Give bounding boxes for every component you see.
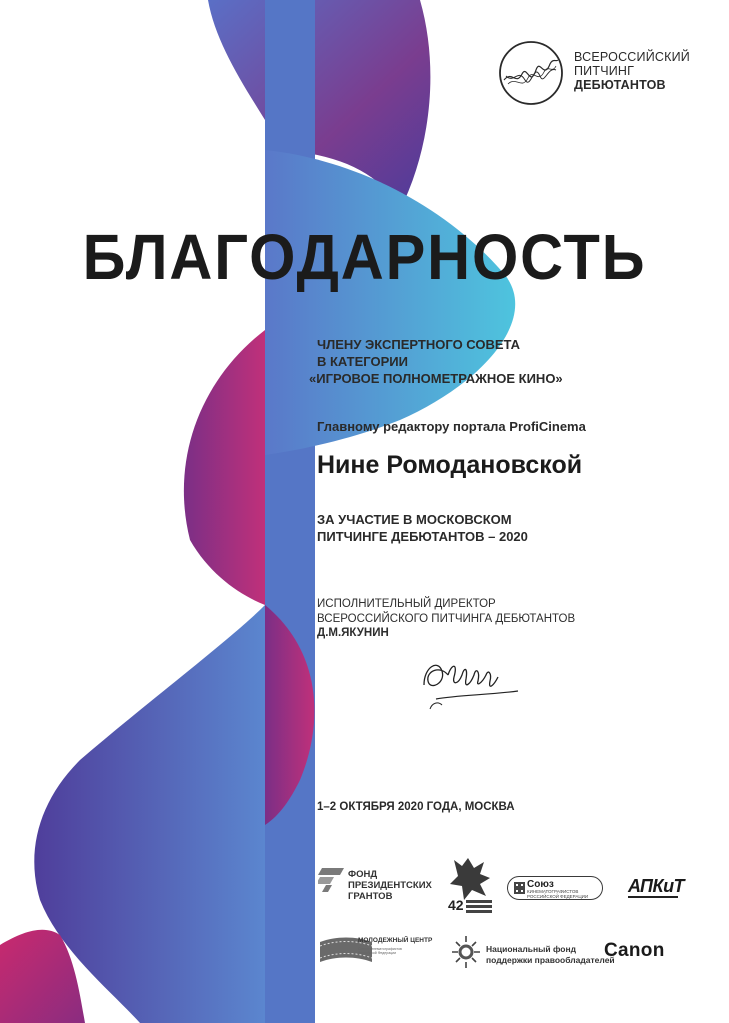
recipient-name: Нине Ромодановской: [317, 451, 583, 479]
pitching-logo: [498, 40, 688, 110]
date-place: 1–2 ОКТЯБРЯ 2020 ГОДА, МОСКВА: [317, 801, 515, 813]
signatory-block: [317, 597, 575, 641]
youth-center-line-2: Российской Федерации: [358, 951, 397, 955]
recipient-position: Главному редактору портала ProfiCinema: [317, 419, 586, 434]
signatory-line-2: ВСЕРОССИЙСКОГО ПИТЧИНГА ДЕБЮТАНТОВ: [317, 612, 576, 625]
grants-line-1: ФОНД: [348, 869, 378, 880]
youth-center-line-1: Союза кинематографистов: [358, 947, 402, 951]
role-line-2: В КАТЕГОРИИ: [317, 354, 408, 369]
partner-canon: [604, 940, 665, 962]
signature: [418, 645, 528, 715]
reason-line-2: ПИТЧИНГЕ ДЕБЮТАНТОВ – 2020: [317, 529, 528, 544]
canon-logo: Canon: [604, 940, 665, 961]
reason: [317, 511, 528, 545]
soyuz-title: Союз: [527, 879, 554, 890]
film-union-icon: [514, 882, 525, 894]
partner-apkit: [628, 876, 685, 906]
logo-line-2: ПИТЧИНГ: [574, 64, 635, 78]
grants-fund-icon: [318, 868, 344, 892]
partner-youth-center: [318, 934, 433, 974]
partner-soyuz: [507, 876, 605, 902]
role-line-3: «ИГРОВОЕ ПОЛНОМЕТРАЖНОЕ КИНО»: [309, 371, 563, 386]
logo-line-3: ДЕБЮТАНТОВ: [574, 78, 666, 92]
soyuz-line-2: РОССИЙСКОЙ ФЕДЕРАЦИИ: [527, 894, 589, 899]
national-fund-line-1: Национальный фонд: [486, 944, 577, 954]
national-fund-icon: [450, 934, 482, 970]
soyuz-line-1: КИНЕМАТОГРАФИСТОВ: [527, 889, 579, 894]
partner-national-fund: [450, 934, 615, 974]
signatory-line-1: ИСПОЛНИТЕЛЬНЫЙ ДИРЕКТОР: [317, 598, 496, 610]
grants-line-2: ПРЕЗИДЕНТСКИХ: [348, 880, 432, 891]
moscow-festival-icon: [446, 856, 494, 918]
reason-line-1: ЗА УЧАСТИЕ В МОСКОВСКОМ: [317, 512, 512, 527]
partner-moscow-festival: [446, 856, 494, 918]
role-line-1: ЧЛЕНУ ЭКСПЕРТНОГО СОВЕТА: [317, 337, 521, 352]
apkit-logo: АПКиТ: [628, 876, 685, 896]
recipient-role: [309, 336, 563, 387]
logo-text: [574, 50, 690, 92]
logo-wave-icon: [498, 40, 564, 106]
national-fund-line-2: поддержки правообладателей: [486, 955, 615, 965]
youth-center-title: МОЛОДЕЖНЫЙ ЦЕНТР: [358, 937, 433, 944]
grants-line-3: ГРАНТОВ: [348, 891, 393, 902]
signatory-name: Д.М.ЯКУНИН: [317, 627, 389, 639]
logo-line-1: ВСЕРОССИЙСКИЙ: [574, 50, 690, 64]
partner-presidential-grants: [318, 866, 430, 910]
document-title: БЛАГОДАРНОСТЬ: [82, 221, 647, 293]
moscow-festival-number: 42: [448, 897, 464, 913]
